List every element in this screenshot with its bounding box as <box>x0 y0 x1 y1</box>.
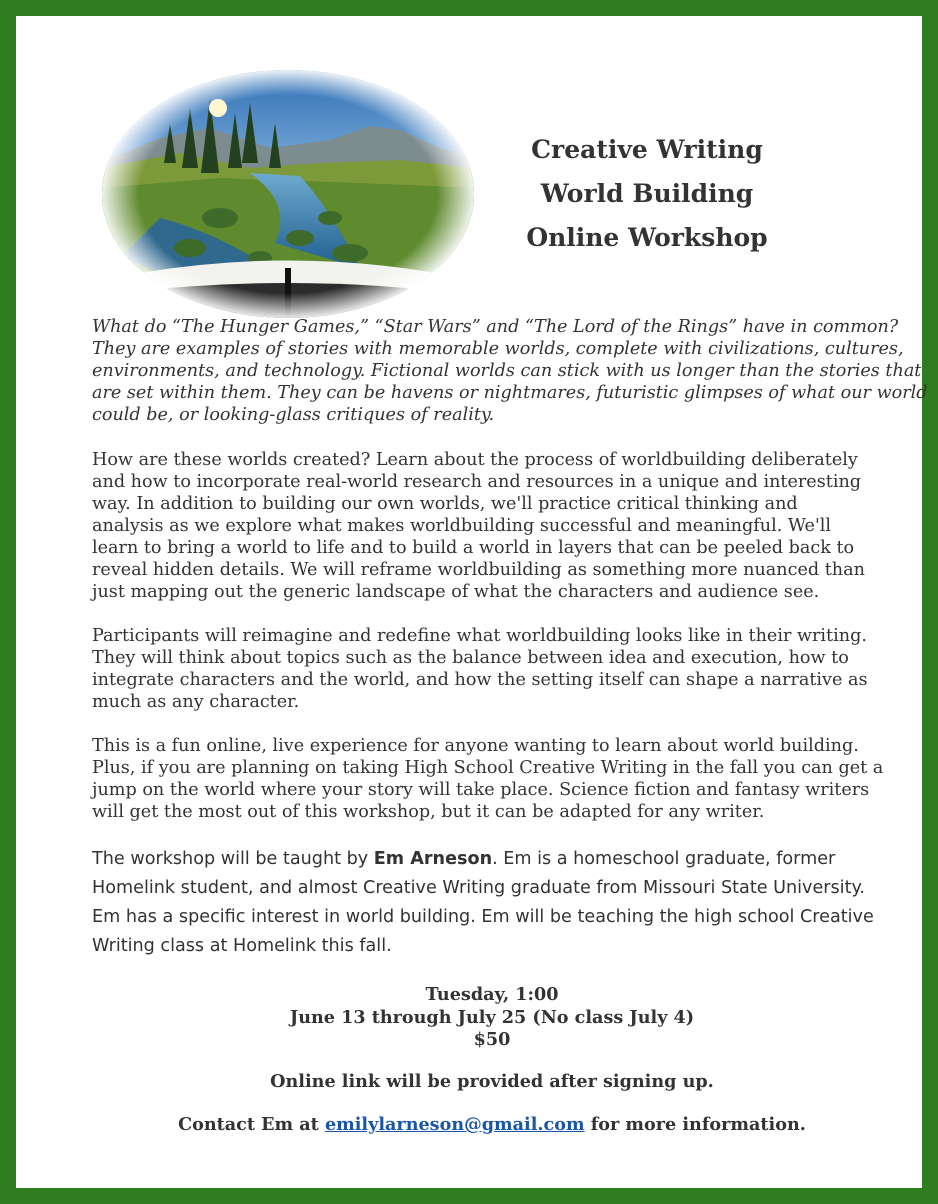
paragraph-line: They will think about topics such as the balance between idea and execution, how to <box>92 648 849 668</box>
online-link-note: Online link will be provided after signing up. <box>270 1071 714 1092</box>
schedule-price: $50 <box>473 1029 511 1050</box>
paragraph-line: Plus, if you are planning on taking High School Creative Writing in the fall you can get a <box>92 758 884 778</box>
intro-line: environments, and technology. Fictional worlds can stick with us longer than the stories that <box>92 361 922 381</box>
title-line-3: Online Workshop <box>526 223 768 252</box>
paragraph-line: just mapping out the generic landscape of what the characters and audience see. <box>92 582 820 602</box>
intro-paragraph <box>92 316 928 426</box>
instructor-paragraph <box>92 845 892 961</box>
paragraph-line: How are these worlds created? Learn about the process of worldbuilding deliberately <box>92 450 858 470</box>
intro-line: They are examples of stories with memorable worlds, complete with civilizations, cultures, <box>92 339 904 359</box>
paragraph-line: integrate characters and the world, and how the setting itself can shape a narrative as <box>92 670 868 690</box>
paragraph-line: analysis as we explore what makes worldbuilding successful and meaningful. We'll <box>92 516 832 536</box>
title-line-2: World Building <box>540 179 754 208</box>
paragraph-line: Participants will reimagine and redefine what worldbuilding looks like in their writing. <box>92 626 867 646</box>
paragraph-line: jump on the world where your story will take place. Science fiction and fantasy writers <box>92 780 870 800</box>
instructor-line: Writing class at Homelink this fall. <box>92 936 392 956</box>
schedule-block <box>92 984 892 1052</box>
paragraph-line: learn to bring a world to life and to build a world in layers that can be peeled back to <box>92 538 855 558</box>
intro-line: are set within them. They can be havens or nightmares, futuristic glimpses of what our world <box>92 383 928 403</box>
schedule-day-time: Tuesday, 1:00 <box>425 984 559 1005</box>
participants-paragraph <box>92 625 892 713</box>
intro-line: What do “The Hunger Games,” “Star Wars” and “The Lord of the Rings” have in common? <box>92 317 899 337</box>
paragraph-line: will get the most out of this workshop, but it can be adapted for any writer. <box>92 802 765 822</box>
contact-pre: Contact Em at <box>178 1114 325 1135</box>
contact-post: for more information. <box>584 1114 806 1135</box>
contact-line <box>92 1114 892 1137</box>
instructor-line: Homelink student, and almost Creative Writing graduate from Missouri State University. <box>92 878 865 898</box>
paragraph-line: reveal hidden details. We will reframe worldbuilding as something more nuanced than <box>92 560 865 580</box>
intro-line: could be, or looking-glass critiques of reality. <box>92 405 495 425</box>
workshop-title <box>516 128 778 260</box>
paragraph-line: much as any character. <box>92 692 300 712</box>
instructor-line <box>92 845 892 874</box>
experience-paragraph <box>92 735 892 823</box>
paragraph-line: way. In addition to building our own worlds, we'll practice critical thinking and <box>92 494 798 514</box>
paragraph-line: and how to incorporate real-world research and resources in a unique and interesting <box>92 472 862 492</box>
instructor-line-post: . Em is a homeschool graduate, former <box>492 849 836 869</box>
paragraph-line: This is a fun online, live experience for anyone wanting to learn about world building. <box>92 736 859 756</box>
contact-email-link[interactable]: emilylarneson@gmail.com <box>324 1114 585 1135</box>
instructor-line-pre: The workshop will be taught by <box>92 849 374 869</box>
instructor-name: Em Arneson <box>373 849 493 869</box>
schedule-dates: June 13 through July 25 (No class July 4) <box>289 1006 695 1028</box>
open-book-landscape-image <box>100 68 476 320</box>
title-line-1: Creative Writing <box>531 135 763 164</box>
instructor-line: Em has a specific interest in world building. Em will be teaching the high school Creative <box>92 907 874 927</box>
process-paragraph <box>92 449 892 603</box>
